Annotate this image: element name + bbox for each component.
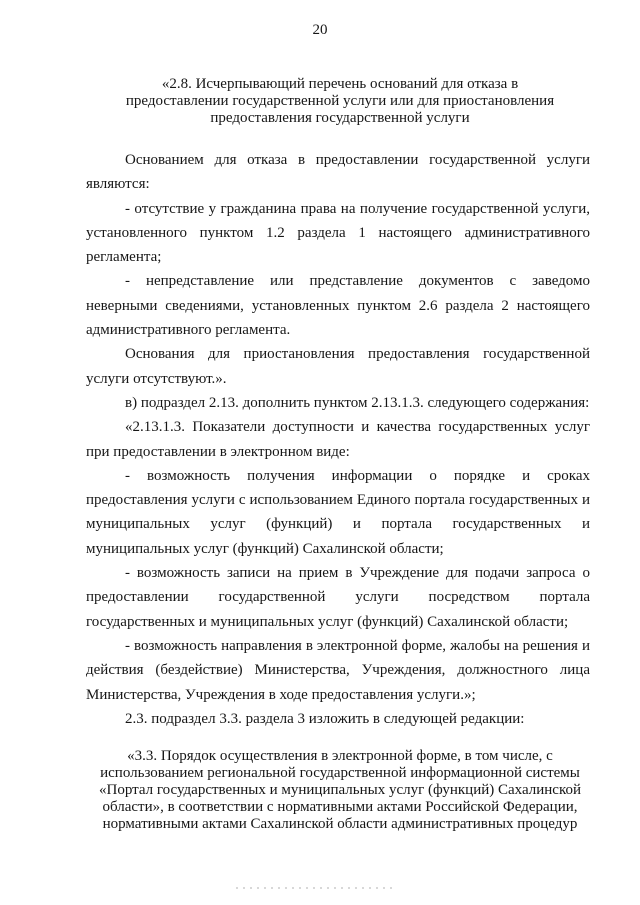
paragraph: в) подраздел 2.13. дополнить пунктом 2.13.1.3. следующего содержания: <box>125 394 590 411</box>
paragraph: «2.13.1.3. Показатели доступности и качества государственных услуг при предоставлении в электронном виде: <box>86 419 590 460</box>
paragraph: - отсутствие у гражданина права на получение государственной услуги, установленного пунктом 1.2 раздела 1 настоящего административного регламента; <box>86 200 590 266</box>
paragraph: - непредставление или представление документов с заведомо неверными сведениями, установленных пунктом 2.6 раздела 2 настоящего административного регламента. <box>86 273 590 339</box>
heading-line: предоставления государственной услуги <box>210 110 470 126</box>
paragraph: 2.3. подраздел 3.3. раздела 3 изложить в следующей редакции: <box>125 710 525 727</box>
paragraph: - возможность записи на прием в Учреждение для подачи запроса о предоставлении государственной услуги посредством портала государственных и муниципальных услуг (функций) Сахалинской области; <box>86 565 590 630</box>
heading-line: нормативными актами Сахалинской области административных процедур <box>102 816 578 832</box>
paragraph: - возможность направления в электронной форме, жалобы на решения и действия (бездействие) Министерства, Учреждения, должностного лица Министерства, Учреждения в ходе предоставления услуги.»; <box>86 637 590 703</box>
document-body <box>86 148 590 731</box>
section-heading-2-8 <box>80 76 600 127</box>
scan-artifact <box>236 887 396 889</box>
heading-line: области», в соответствии с нормативными актами Российской Федерации, <box>102 799 578 815</box>
section-heading-3-3 <box>85 748 595 833</box>
paragraph: Основанием для отказа в предоставлении государственной услуги являются: <box>86 152 590 193</box>
heading-line: предоставлении государственной услуги или для приостановления <box>125 93 555 109</box>
heading-line: «2.8. Исчерпывающий перечень оснований для отказа в <box>161 76 519 92</box>
page-number: 20 <box>312 22 328 38</box>
paragraph: - возможность получения информации о порядке и сроках предоставления услуги с использованием Единого портала государственных и муниципальных услуг (функций) и портала государственных и муниципальных услуг (функций) Сахалинской области; <box>86 467 590 557</box>
heading-line: «3.3. Порядок осуществления в электронной форме, в том числе, с <box>127 748 553 764</box>
heading-line: «Портал государственных и муниципальных услуг (функций) Сахалинской <box>98 782 581 798</box>
paragraph: Основания для приостановления предоставления государственной услуги отсутствуют.». <box>86 346 590 387</box>
heading-line: использованием региональной государственной информационной системы <box>100 765 580 781</box>
